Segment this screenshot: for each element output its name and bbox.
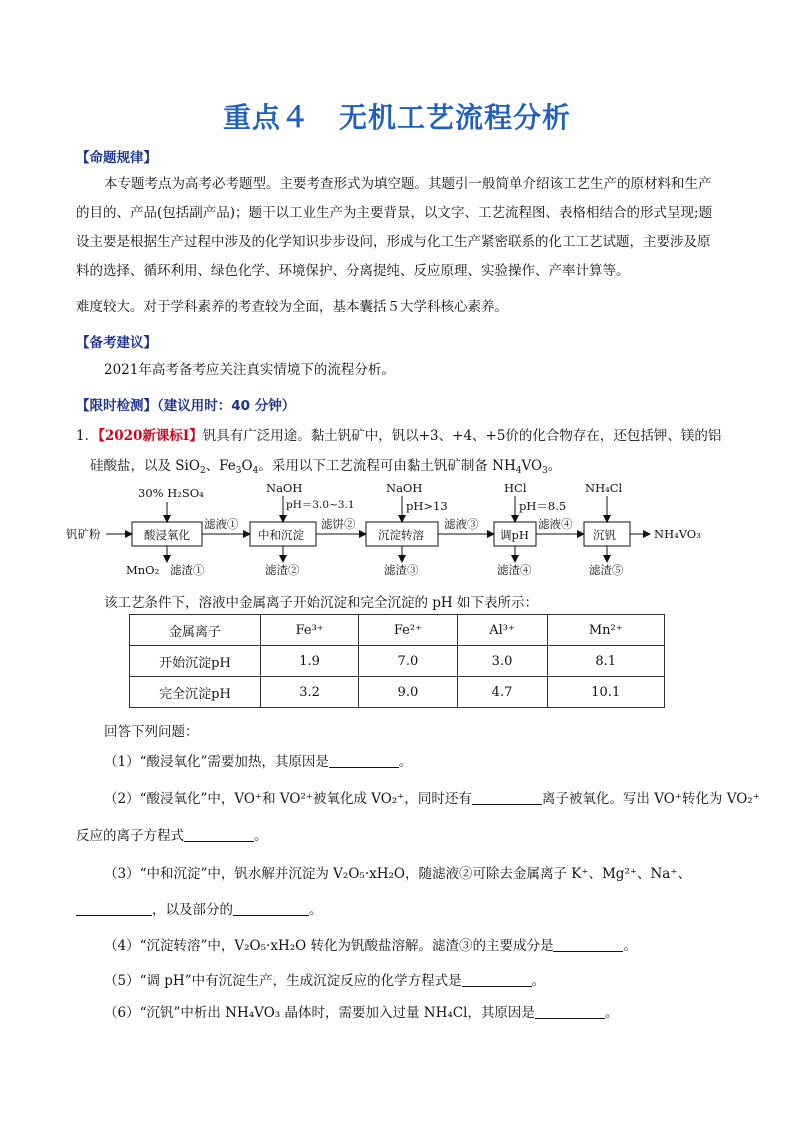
- section-label-pattern: 【命题规律】: [76, 150, 157, 166]
- table-cell: 1.9: [261, 646, 359, 677]
- flow-product: NH₄VO₃: [654, 527, 701, 541]
- table-cell: Fe²⁺: [359, 615, 457, 646]
- sub-question-3-line2: [76, 898, 323, 918]
- question-text: （5）“调 pH”中有沉淀生产，生成沉淀反应的化学方程式是: [104, 973, 462, 989]
- section-label-advice: 【备考建议】: [76, 335, 157, 351]
- stem-text: 硅酸盐，以及 SiO: [90, 458, 200, 474]
- table-cell: 10.1: [547, 677, 665, 708]
- flow-waste-2: 滤渣②: [265, 563, 300, 577]
- table-row: [130, 646, 665, 677]
- flow-reagent-3: NaOH: [386, 481, 423, 495]
- process-flow-diagram: [60, 480, 740, 580]
- flow-condition-3: pH>13: [406, 499, 448, 513]
- flow-cake: 滤饼②: [321, 517, 356, 531]
- table-cell: 4.7: [457, 677, 547, 708]
- subscript: 2: [199, 466, 206, 476]
- intro-paragraph: 本专题考点为高考必考题型。主要考查形式为填空题。其题引一般简单介绍该工艺生产的原材料和生产的目的、产品(包括副产品)；题干以工业生产为主要背景，以文字、工艺流程图、表格相结合的形式呈现;题设主要是根据生产过程中涉及的化学知识步步设问，形成与化工生产紧密联系的化工工艺试题，主要涉及原料的选择、循环利用、绿色化学、环境保护、分离提纯、反应原理、实验操作、产率计算等。: [76, 176, 713, 279]
- page-title: 重点４ 无机工艺流程分析: [222, 101, 571, 134]
- advice-text: 2021年高考备考应关注真实情境下的流程分析。: [104, 362, 395, 378]
- difficulty-text: 难度较大。对于学科素养的考查较为全面，基本囊括５大学科核心素养。: [76, 299, 508, 315]
- ph-table: [129, 614, 665, 708]
- answer-blank[interactable]: [184, 827, 254, 842]
- flow-liquid-3: 滤液③: [444, 517, 479, 531]
- sub-question-2-line1: [104, 787, 760, 807]
- flow-reagent-5: NH₄Cl: [585, 481, 623, 495]
- sub-question-5: [104, 969, 545, 989]
- flow-feed-label: 钒矿粉: [66, 527, 101, 541]
- flow-condition-4: pH＝8.5: [519, 499, 567, 513]
- table-intro: 该工艺条件下，溶液中金属离子开始沉淀和完全沉淀的 pH 如下表所示：: [104, 595, 538, 611]
- answer-intro: 回答下列问题：: [104, 724, 199, 740]
- flow-waste-1b: 滤渣①: [170, 563, 205, 577]
- subscript: 3: [235, 466, 242, 476]
- question-text: ，以及部分的: [152, 902, 233, 918]
- flow-step-3: 沉淀转溶: [378, 528, 424, 542]
- flow-reagent-1: 30% H₂SO₄: [138, 486, 204, 500]
- table-cell: 7.0: [359, 646, 457, 677]
- answer-blank[interactable]: [462, 972, 532, 987]
- question-stem-1: 钒具有广泛用途。黏土钒矿中，钒以+3、+4、+5价的化合物存在，还包括钾、镁的铝: [202, 428, 722, 444]
- stem-text: 。采用以下工艺流程可由黏土钒矿制备 NH: [258, 458, 516, 474]
- flow-step-1: 酸浸氧化: [144, 528, 190, 542]
- table-cell: 8.1: [547, 646, 665, 677]
- table-cell: 9.0: [359, 677, 457, 708]
- question-text: 。: [604, 1005, 619, 1021]
- answer-blank[interactable]: [329, 753, 399, 768]
- question-text: 反应的离子方程式: [76, 828, 184, 844]
- question-text: 离子被氧化。写出 VO⁺转化为 VO₂⁺: [541, 791, 760, 807]
- question-text: 。: [254, 828, 268, 844]
- answer-blank[interactable]: [535, 1004, 605, 1019]
- answer-blank[interactable]: [553, 937, 623, 952]
- question-text: （1）“酸浸氧化”需要加热，其原因是: [104, 754, 329, 770]
- table-cell: 金属离子: [130, 615, 261, 646]
- question-text: 。: [531, 973, 546, 989]
- table-row: [130, 677, 665, 708]
- stem-text: VO: [521, 458, 543, 474]
- stem-text: 、Fe: [205, 458, 236, 474]
- answer-blank[interactable]: [472, 790, 542, 805]
- question-text: （2）“酸浸氧化”中，VO⁺和 VO²⁺被氧化成 VO₂⁺，同时还有: [104, 791, 472, 807]
- flow-step-5: 沉钒: [593, 528, 616, 542]
- flow-liquid-1: 滤液①: [204, 517, 239, 531]
- table-cell: Al³⁺: [457, 615, 547, 646]
- table-cell: 3.0: [457, 646, 547, 677]
- subscript: 4: [252, 466, 259, 476]
- question-text: 。: [623, 938, 637, 954]
- question-number: 1．: [76, 428, 99, 444]
- section-label-test: 【限时检测】（建议用时：40 分钟）: [76, 398, 296, 414]
- question-text: 。: [309, 902, 323, 918]
- flow-condition-2: pH＝3.0~3.1: [286, 499, 355, 511]
- flow-waste-1a: MnO₂: [126, 563, 160, 577]
- question-text: （6）“沉钒”中析出 NH₄VO₃ 晶体时，需要加入过量 NH₄Cl，其原因是: [104, 1005, 535, 1021]
- flow-waste-3: 滤渣③: [384, 563, 419, 577]
- question-1-line2: [90, 454, 561, 476]
- table-cell: 3.2: [261, 677, 359, 708]
- flow-liquid-4: 滤液④: [538, 517, 573, 531]
- answer-blank[interactable]: [76, 901, 152, 916]
- answer-blank[interactable]: [233, 901, 309, 916]
- question-1-line1: [76, 424, 721, 444]
- flow-reagent-4: HCl: [504, 481, 527, 495]
- question-source: 【2020新课标Ⅰ】: [98, 428, 203, 444]
- sub-question-3-line1: （3）“中和沉淀”中，钒水解并沉淀为 V₂O₅·xH₂O，随滤液②可除去金属离子 K⁺、Mg²⁺、Na⁺、: [104, 866, 691, 882]
- subscript: 3: [542, 466, 548, 476]
- subscript: 4: [515, 466, 522, 476]
- stem-text: O: [241, 458, 253, 474]
- table-cell: Fe³⁺: [261, 615, 359, 646]
- flow-step-2: 中和沉淀: [258, 528, 304, 542]
- sub-question-2-line2: [76, 824, 268, 844]
- table-cell: 开始沉淀pH: [130, 646, 261, 677]
- table-header-row: [130, 615, 665, 646]
- sub-question-1: [104, 750, 412, 770]
- table-cell: Mn²⁺: [547, 615, 665, 646]
- table-cell: 完全沉淀pH: [130, 677, 261, 708]
- question-text: 。: [398, 754, 413, 770]
- stem-text: 。: [547, 458, 562, 474]
- flow-step-4: 调pH: [500, 528, 529, 542]
- flow-reagent-2: NaOH: [266, 481, 303, 495]
- question-text: （4）“沉淀转溶”中，V₂O₅·xH₂O 转化为钒酸盐溶解。滤渣③的主要成分是: [104, 938, 554, 954]
- sub-question-4: [104, 934, 637, 954]
- flow-waste-5: 滤渣⑤: [589, 563, 624, 577]
- sub-question-6: [104, 1001, 618, 1021]
- flow-waste-4: 滤渣④: [497, 563, 532, 577]
